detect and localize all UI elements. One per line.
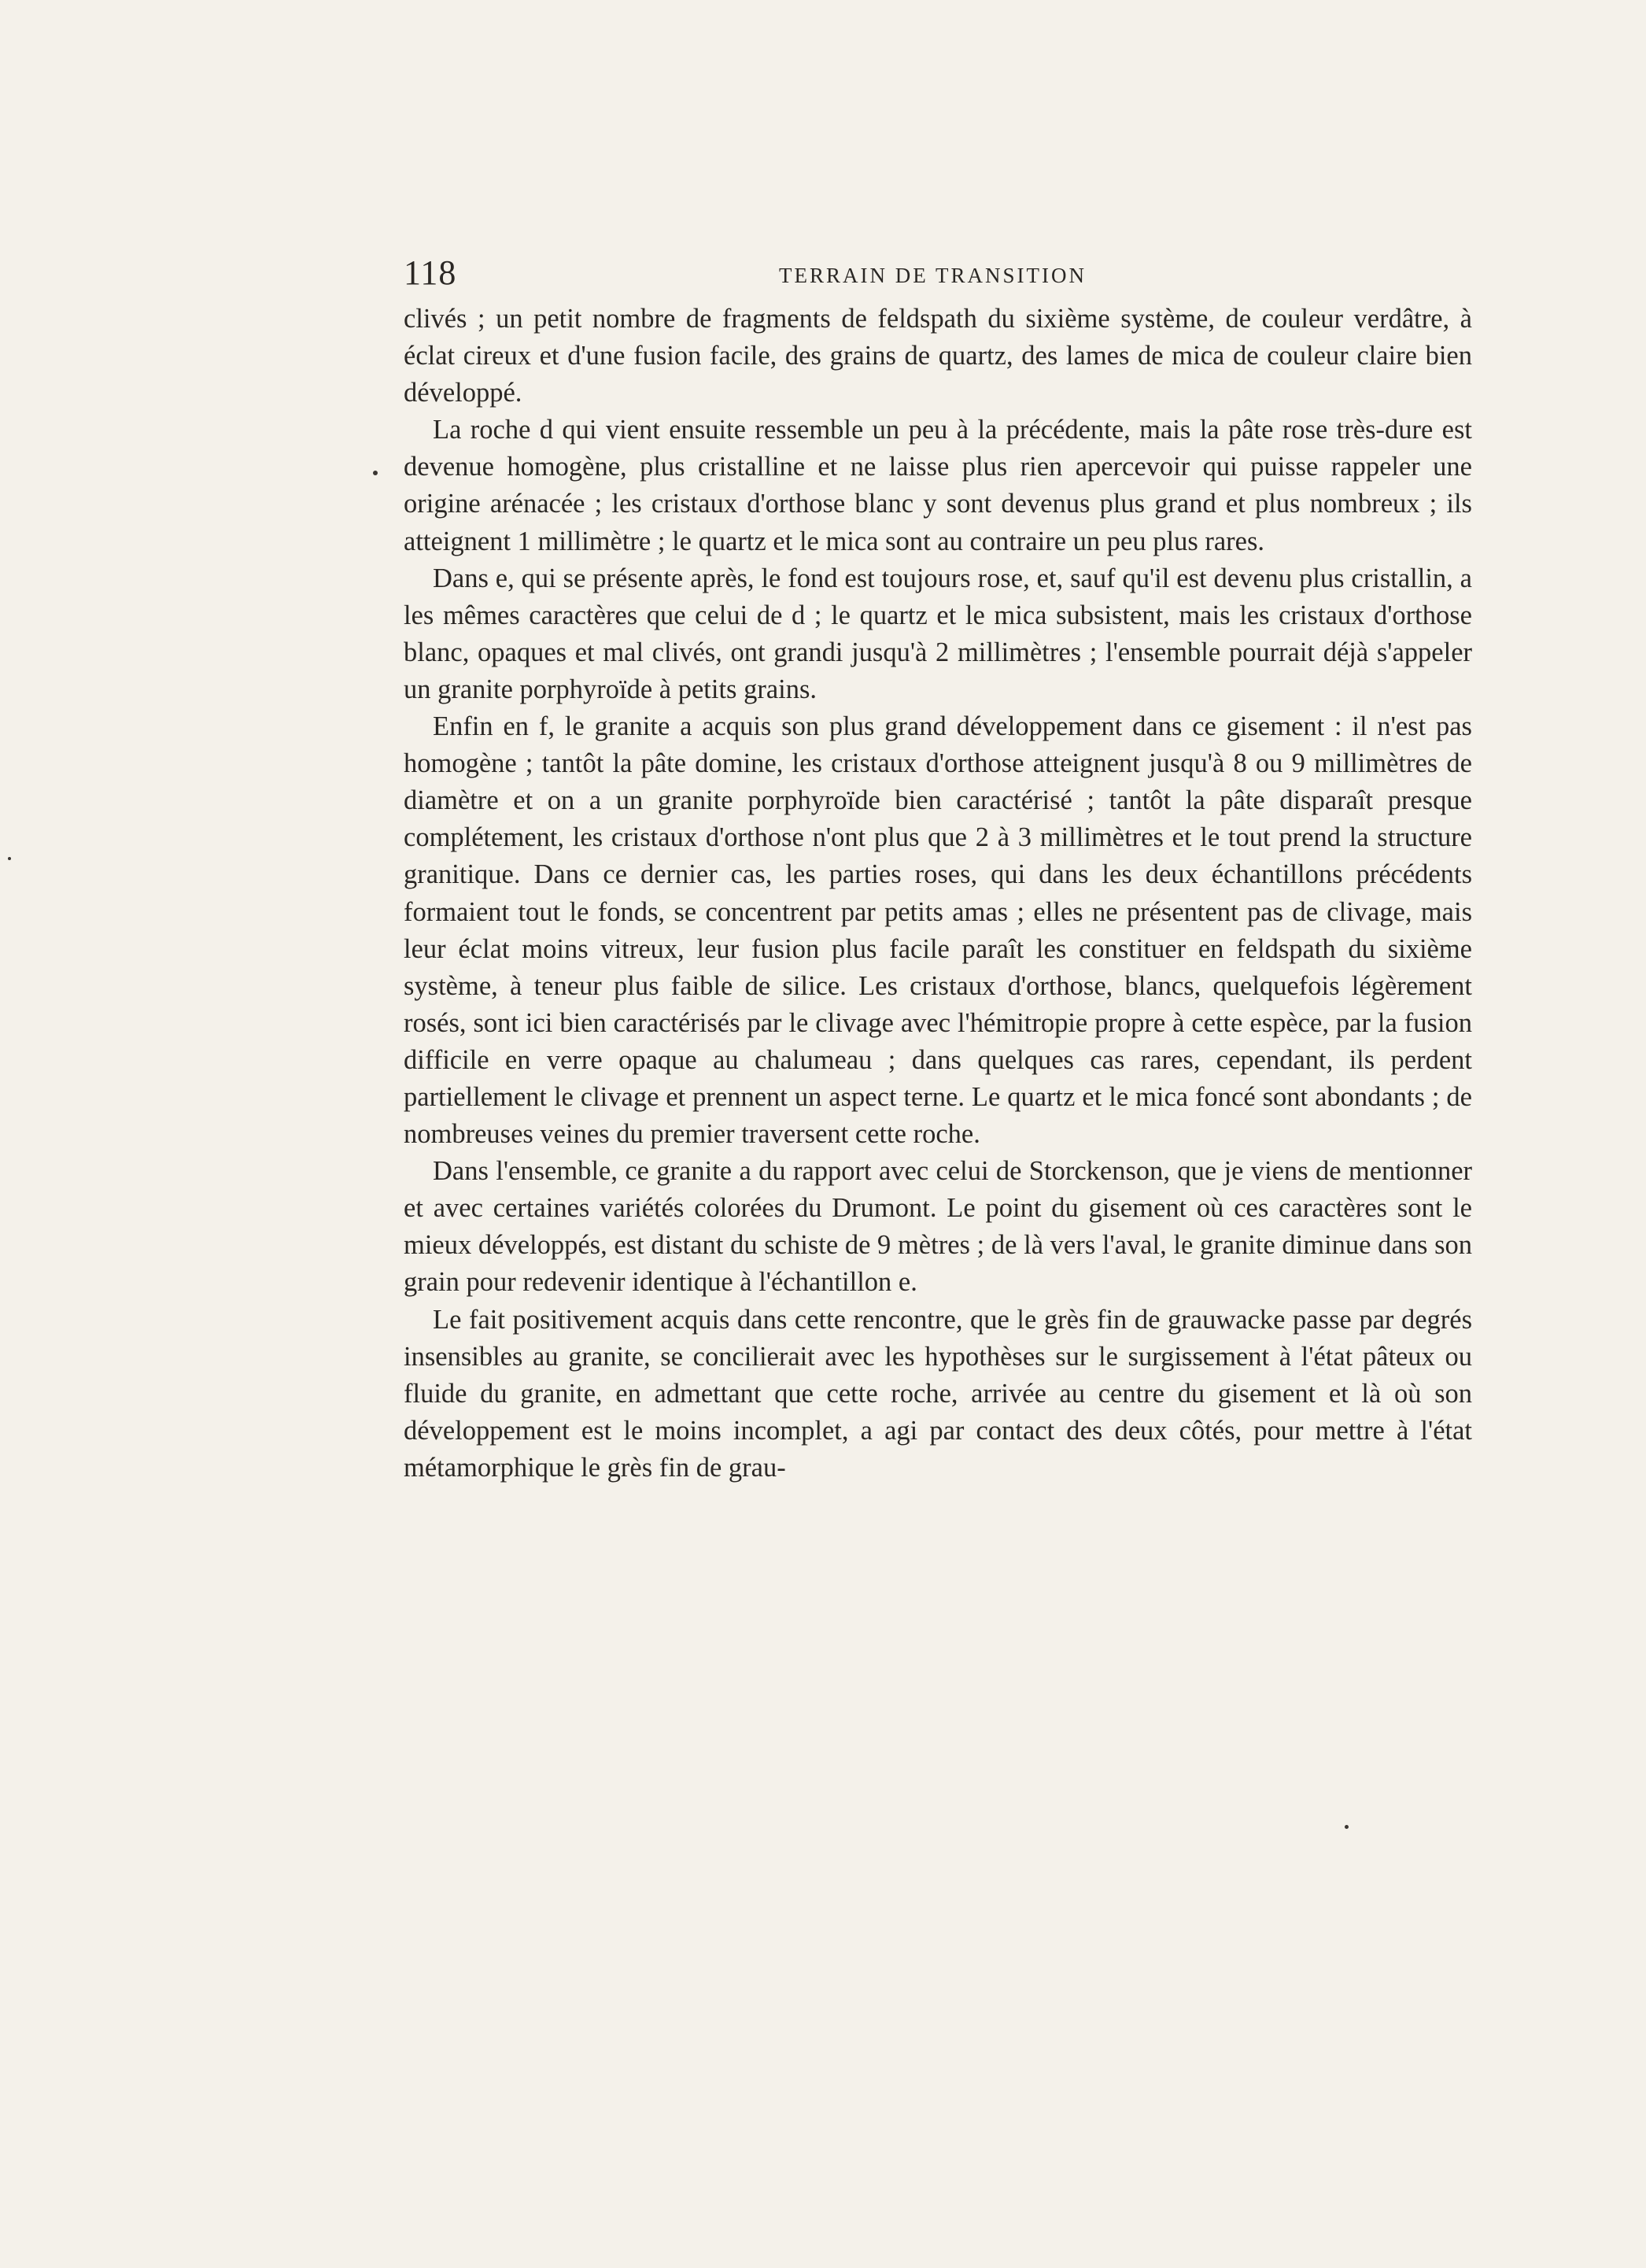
- margin-speck: [1345, 1825, 1349, 1829]
- body-text: [404, 301, 1472, 1487]
- paragraph: clivés ; un petit nombre de fragments de feldspath du sixième système, de couleur verdâtre, à éclat cireux et d'une fusion facile, des grains de quartz, des lames de mica de couleur claire bien développé.: [404, 304, 1472, 408]
- paragraph: La roche d qui vient ensuite ressemble un peu à la précédente, mais la pâte rose très-dure est devenue homogène, plus cristalline et ne laisse plus rien apercevoir qui puisse rappeler une origine arénacée ; les cristaux d'orthose blanc y sont devenus plus grand et plus nombreux ; ils atteignent 1 millimètre ; le quartz et le mica sont au contraire un peu plus rares.: [404, 415, 1472, 556]
- paragraph: Dans l'ensemble, ce granite a du rapport avec celui de Storckenson, que je viens de mentionner et avec certaines variétés colorées du Drumont. Le point du gisement où ces caractères sont le mieux développés, est distant du schiste de 9 mètres ; de là vers l'aval, le granite diminue dans son grain pour redevenir identique à l'échantillon e.: [404, 1156, 1472, 1298]
- paragraph: Enfin en f, le granite a acquis son plus grand développement dans ce gisement : il n'est pas homogène ; tantôt la pâte domine, les cristaux d'orthose atteignent jusqu'à 8 ou 9 millimètres de diamètre et on a un granite porphyroïde bien caractérisé ; tantôt la pâte disparaît presque complétement, les cristaux d'orthose n'ont plus que 2 à 3 millimètres et le tout prend la structure granitique. Dans ce dernier cas, les parties roses, qui dans les deux échantillons précédents formaient tout le fonds, se concentrent par petits amas ; elles ne présentent pas de clivage, mais leur éclat moins vitreux, leur fusion plus facile paraît les constituer en feldspath du sixième système, à teneur plus faible de silice. Les cristaux d'orthose, blancs, quelquefois légèrement rosés, sont ici bien caractérisés par le clivage avec l'hémitropie propre à cette espèce, par la fusion difficile en verre opaque au chalumeau ; dans quelques cas rares, cependant, ils perdent partiellement le clivage et prennent un aspect terne. Le quartz et le mica foncé sont abondants ; de nombreuses veines du premier traversent cette roche.: [404, 711, 1472, 1150]
- paragraph: Le fait positivement acquis dans cette rencontre, que le grès fin de grauwacke passe par degrés insensibles au granite, se concilierait avec les hypothèses sur le surgissement à l'état pâteux ou fluide du granite, en admettant que cette roche, arrivée au centre du gisement et là où son développement est le moins incomplet, a agi par contact des deux côtés, pour mettre à l'état métamorphique le grès fin de grau-: [404, 1304, 1472, 1483]
- page-header: [404, 253, 1474, 293]
- paragraph: Dans e, qui se présente après, le fond est toujours rose, et, sauf qu'il est devenu plus cristallin, a les mêmes caractères que celui de d ; le quartz et le mica subsistent, mais les cristaux d'orthose blanc, opaques et mal clivés, ont grandi jusqu'à 2 millimètres ; l'ensemble pourrait déjà s'appeler un granite porphyroïde à petits grains.: [404, 563, 1472, 704]
- page-number: 118: [404, 253, 457, 292]
- margin-speck: [8, 857, 11, 860]
- margin-speck: [373, 471, 378, 475]
- running-title: TERRAIN DE TRANSITION: [779, 264, 1087, 287]
